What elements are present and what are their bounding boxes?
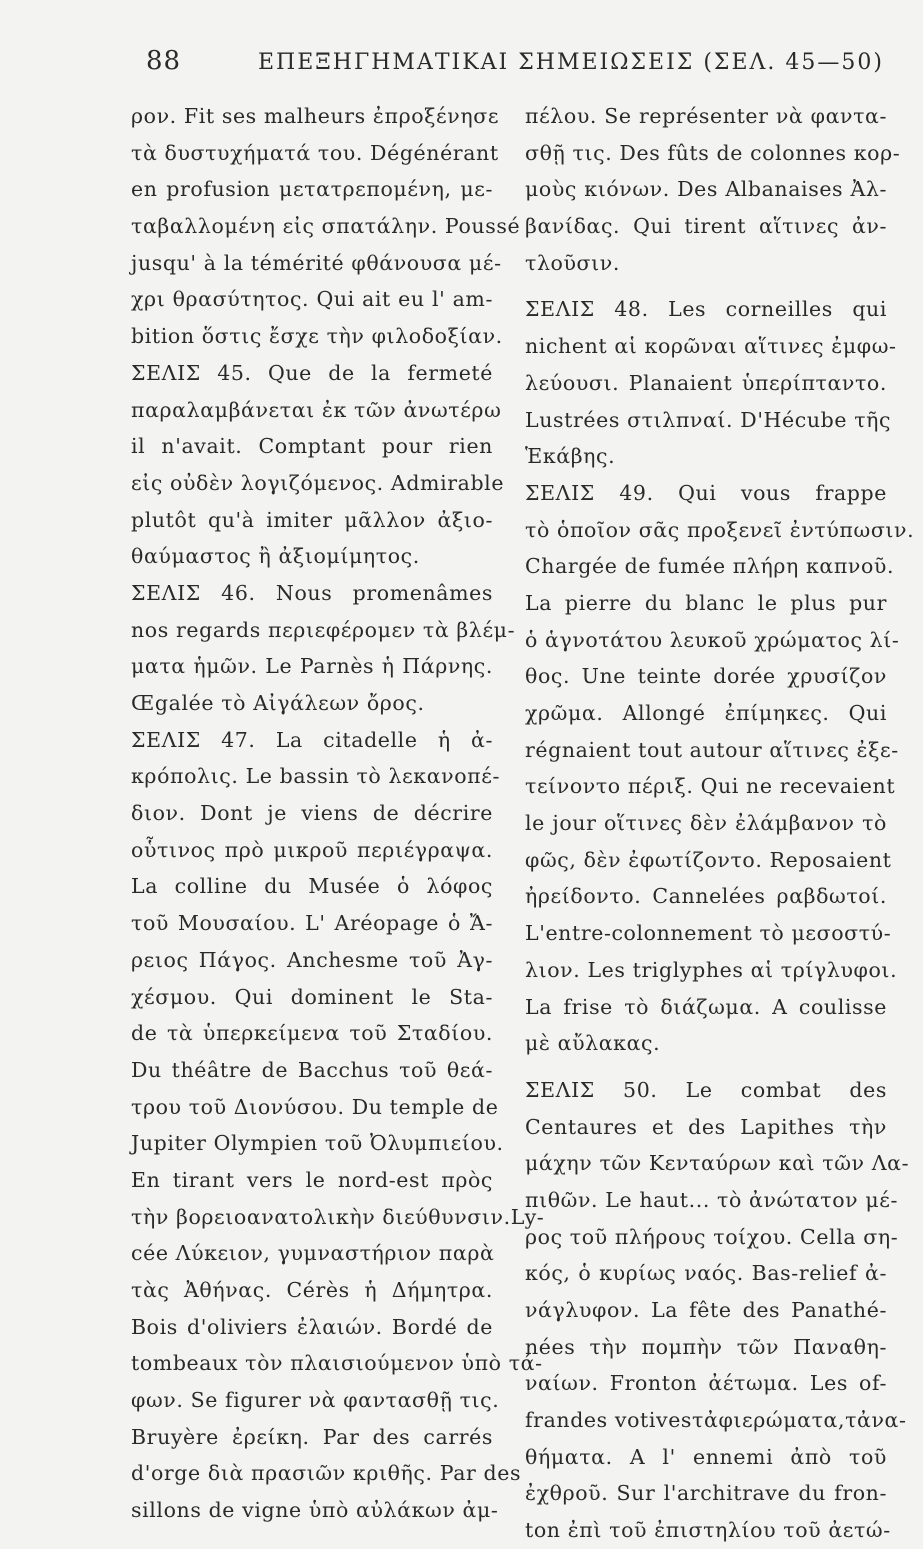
text-line: jusqu' à la témérité φθάνουσα μέ- (131, 250, 502, 275)
text-line: ΣΕΛΙΣ 47. La citadelle ἡ ἀ- (131, 727, 493, 752)
text-line: τλοῦσιν. (525, 250, 620, 275)
text-line: ΣΕΛΙΣ 48. Les corneilles qui (525, 297, 887, 322)
text-line: cée Λύκειον, γυμναστήριον παρὰ (131, 1241, 495, 1266)
text-line: d'orge διὰ πρασιῶν κριθῆς. Par des (131, 1461, 522, 1486)
text-line: La colline du Musée ὁ λόφος (131, 874, 493, 899)
text-line: νάγλυφον. La fête des Panathé- (525, 1298, 887, 1322)
text-line: ταβαλλομένη εἰς σπατάλην. Poussé (131, 214, 521, 239)
text-line: ὁ ἁγνοτάτου λευκοῦ χρώματος λί- (525, 627, 900, 652)
text-line: κρόπολις. Le bassin τὸ λεκανοπέ- (131, 764, 500, 789)
page-header (146, 46, 884, 86)
text-line: Bruyère ἐρείκη. Par des carrés (131, 1424, 493, 1449)
text-line: La frise τὸ διάζωμα. A coulisse (525, 994, 887, 1019)
left-text-column (131, 98, 545, 1529)
text-line: κός, ὁ κυρίως ναός. Bas-relief ἀ- (525, 1261, 887, 1286)
right-text-column (525, 98, 915, 1549)
text-line: χρι θρασύτητος. Qui ait eu l' am- (131, 287, 493, 312)
text-line: μοὺς κιόνων. Des Albanaises Ἀλ- (525, 177, 887, 202)
running-title: ΕΠΕΞΗΓΗΜΑΤΙΚΑΙ ΣΗΜΕΙΩΣΕΙΣ (ΣΕΛ. 45—50) (258, 50, 884, 75)
text-line: πιθῶν. Le haut... τὸ ἀνώτατον μέ- (525, 1187, 898, 1212)
text-line: ΣΕΛΙΣ 45. Que de la fermeté (131, 360, 493, 385)
text-line: ΣΕΛΙΣ 46. Nous promenâmes (131, 580, 493, 605)
text-line: θήματα. A l' ennemi ἀπὸ τοῦ (525, 1444, 887, 1469)
paragraph-spacer (525, 281, 887, 291)
text-line: πέλου. Se représenter νὰ φαντα- (525, 104, 887, 128)
text-line: Bois d'oliviers ἐλαιών. Bordé de (131, 1314, 493, 1339)
paragraph-spacer (525, 1062, 887, 1072)
text-line: plutôt qu'à imiter μᾶλλον ἀξιο- (131, 507, 493, 532)
text-line: tombeaux τὸν πλαισιούμενον ὑπὸ τά- (131, 1351, 543, 1376)
text-line: Chargée de fumée πλήρη καπνοῦ. (525, 554, 895, 579)
page-number: 88 (146, 46, 182, 76)
text-line: En tirant vers le nord-est πρὸς (131, 1167, 493, 1192)
text-line: θος. Une teinte dorée χρυσίζον (525, 664, 887, 689)
text-line: τὰς Ἀθήνας. Cérès ἡ Δήμητρα. (131, 1278, 493, 1302)
text-line: ναίων. Fronton ἀέτωμα. Les of- (525, 1371, 887, 1396)
text-line: Du théâtre de Bacchus τοῦ θεά- (131, 1057, 493, 1082)
text-line: de τὰ ὑπερκείμενα τοῦ Σταδίου. (131, 1021, 493, 1046)
text-line: τείνοντο πέριξ. Qui ne recevaient (525, 774, 896, 799)
text-line: ρειος Πάγος. Anchesme τοῦ Ἀγ- (131, 947, 493, 972)
text-line: le jour οἵτινες δὲν ἐλάμβανον τὸ (525, 811, 887, 836)
text-line: τὴν βορειοανατολικὴν διεύθυνσιν.Ly- (131, 1204, 545, 1229)
text-line: L'entre-colonnement τὸ μεσοστύ- (525, 921, 892, 946)
text-line: il n'avait. Comptant pour rien (131, 434, 493, 459)
text-line: La pierre du blanc le plus pur (525, 590, 887, 615)
text-line: en profusion μετατρεπομένη, με- (131, 177, 493, 202)
text-line: οὗτινος πρὸ μικροῦ περιέγραψα. (131, 837, 493, 862)
text-line: μὲ αὔλακας. (525, 1031, 661, 1056)
text-line: παραλαμβάνεται ἐκ τῶν ἀνωτέρω (131, 397, 502, 422)
text-line: Jupiter Olympien τοῦ Ὀλυμπιείου. (131, 1131, 504, 1156)
text-line: Centaures et des Lapithes τὴν (525, 1114, 887, 1139)
text-line: τὰ δυστυχήματά του. Dégénérant (131, 140, 499, 165)
text-line: τοῦ Μουσαίου. L' Aréopage ὁ Ἄ- (131, 911, 493, 936)
text-line: ρος τοῦ πλήρους τοίχου. Cella ση- (525, 1224, 899, 1249)
text-line: ρον. Fit ses malheurs ἐπροξένησε (131, 104, 500, 128)
text-line: σθῇ τις. Des fûts de colonnes κορ- (525, 140, 901, 165)
text-line: bition ὅστις ἔσχε τὴν φιλοδοξίαν. (131, 324, 503, 349)
text-line: χέσμου. Qui dominent le Sta- (131, 984, 493, 1009)
text-line: Lustrées στιλπναί. D'Hécube τῆς (525, 407, 892, 432)
text-line: διον. Dont je viens de décrire (131, 801, 493, 826)
text-line: λεύουσι. Planaient ὑπερίπταντο. (525, 370, 887, 395)
text-line: τρου τοῦ Διονύσου. Du temple de (131, 1094, 499, 1119)
text-line: βανίδας. Qui tirent αἵτινες ἀν- (525, 214, 887, 239)
text-line: nées τὴν πομπὴν τῶν Παναθη- (525, 1334, 887, 1359)
text-line: ματα ἡμῶν. Le Parnès ἡ Πάρνης. (131, 654, 493, 679)
text-line: φῶς, δὲν ἐφωτίζοντο. Reposaient (525, 847, 892, 872)
text-line: nichent αἱ κορῶναι αἵτινες ἐμφω- (525, 334, 897, 359)
text-line: θαύμαστος ἢ ἀξιομίμητος. (131, 544, 420, 569)
text-line: λιον. Les triglyphes αἱ τρίγλυφοι. (525, 957, 898, 982)
text-line: μάχην τῶν Κενταύρων καὶ τῶν Λα- (525, 1151, 910, 1176)
text-line: nos regards περιεφέρομεν τὰ βλέμ- (131, 617, 516, 642)
text-line: sillons de vigne ὑπὸ αὐλάκων ἀμ- (131, 1498, 499, 1523)
text-line: εἰς οὐδὲν λογιζόμενος. Admirable (131, 470, 505, 495)
text-line: ΣΕΛΙΣ 49. Qui vous frappe (525, 480, 887, 505)
text-line: Ἑκάβης. (525, 444, 616, 469)
text-line: ἐχθροῦ. Sur l'architrave du fron- (525, 1481, 887, 1506)
text-line: τὸ ὁποῖον σᾶς προξενεῖ ἐντύπωσιν. (525, 517, 915, 542)
text-line: χρῶμα. Allongé ἐπίμηκες. Qui (525, 701, 887, 725)
text-line: ton ἐπὶ τοῦ ἐπιστηλίου τοῦ ἀετώ- (525, 1518, 891, 1543)
text-line: ΣΕΛΙΣ 50. Le combat des (525, 1077, 887, 1102)
text-line: Œgalée τὸ Αἰγάλεων ὄρος. (131, 691, 425, 715)
text-line: régnaient tout autour αἵτινες ἐξε- (525, 737, 899, 762)
text-line: ἠρείδοντο. Cannelées ραβδωτοί. (525, 884, 887, 909)
text-line: φων. Se figurer νὰ φαντασθῇ τις. (131, 1388, 500, 1413)
text-line: frandes votivesτἀφιερώματα,τἀνα- (525, 1408, 907, 1433)
